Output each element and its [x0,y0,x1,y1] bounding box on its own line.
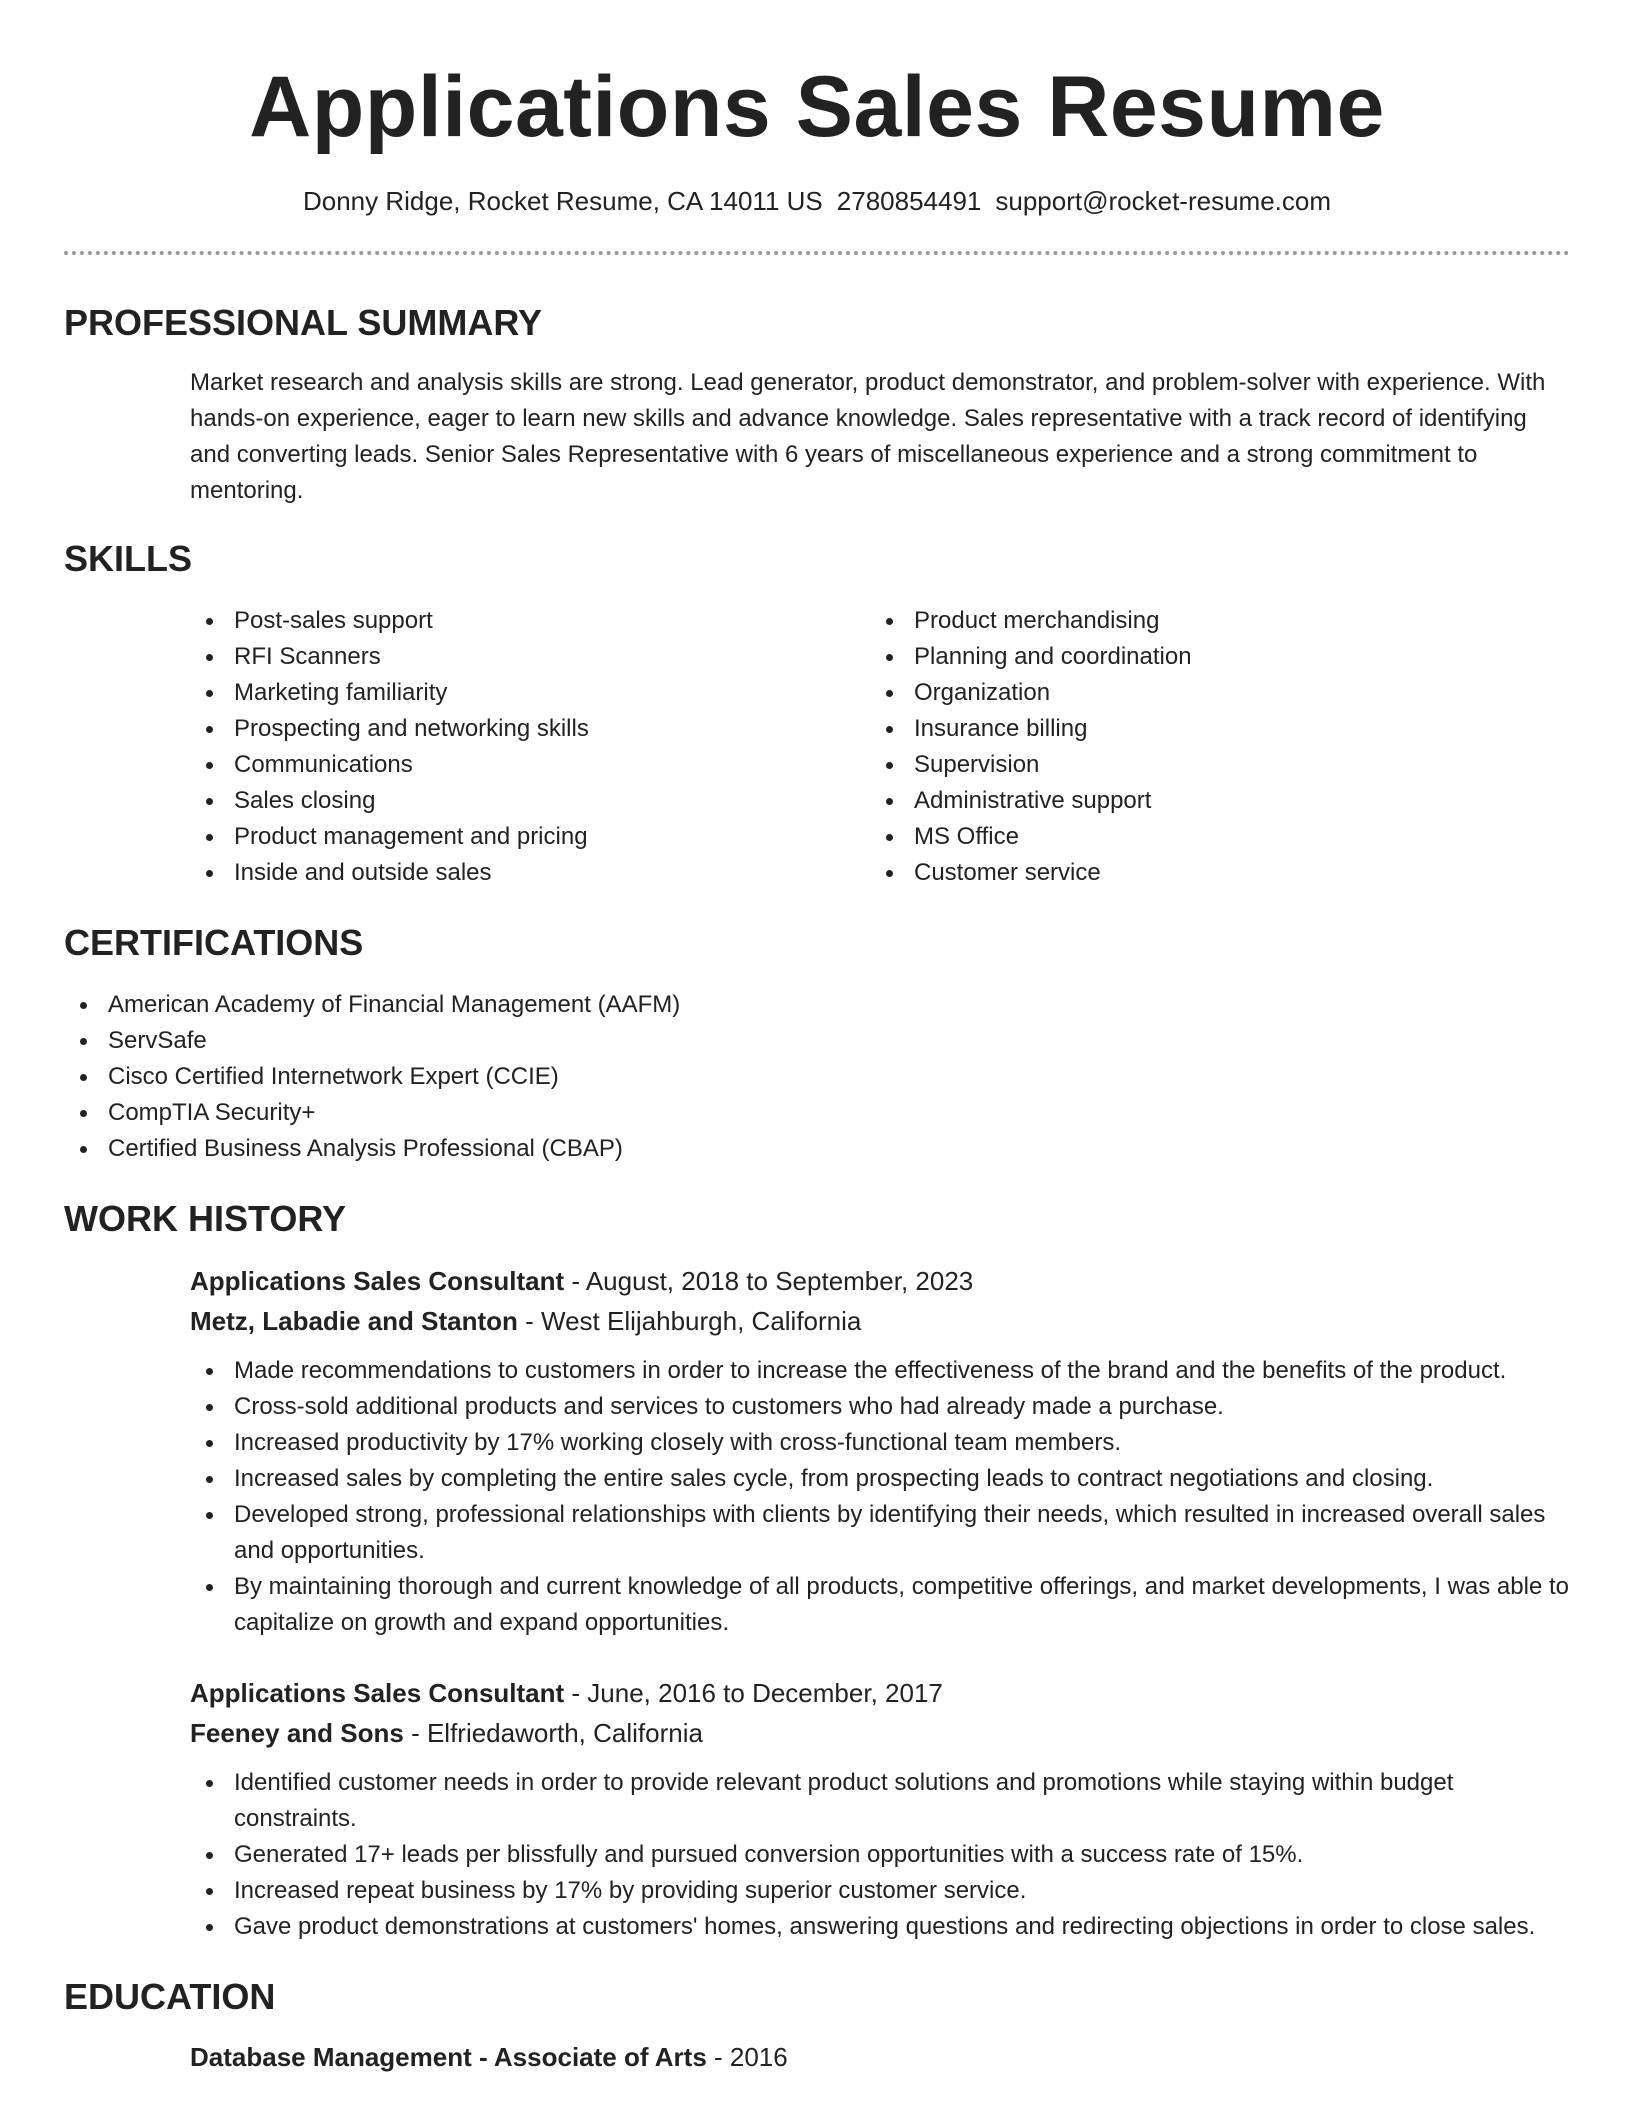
job-bullets [190,1765,1570,1945]
summary-heading: PROFESSIONAL SUMMARY [64,302,543,343]
job-entry [190,1261,1570,1641]
education-year: - 2016 [706,2042,788,2072]
education-heading: EDUCATION [64,1976,276,2017]
work-history-heading: WORK HISTORY [64,1198,347,1239]
job-entry [190,1673,1570,1945]
job-bullet: Made recommendations to customers in order to increase the effectiveness of the brand and the benefits of the product. [190,1353,1570,1389]
job-company-line [190,1713,1570,1753]
skill-item: MS Office [870,819,1550,855]
education-degree: Database Management - Associate of Arts [190,2042,707,2072]
job-company-line [190,1301,1570,1341]
skill-item: RFI Scanners [190,639,870,675]
skill-item: Customer service [870,855,1550,891]
skill-item: Administrative support [870,783,1550,819]
job-location: - West Elijahburgh, California [517,1306,862,1336]
job-company: Metz, Labadie and Stanton [190,1306,518,1336]
skill-item: Sales closing [190,783,870,819]
skill-item: Organization [870,675,1550,711]
job-title: Applications Sales Consultant [190,1678,565,1708]
job-bullet: Increased repeat business by 17% by providing superior customer service. [190,1873,1570,1909]
resume-page [64,0,1570,2077]
education-entry [190,2037,1570,2077]
job-bullet: Cross-sold additional products and services to customers who had already made a purchase. [190,1389,1570,1425]
certification-item: ServSafe [64,1023,1570,1059]
job-title-line [190,1673,1570,1713]
job-location: - Elfriedaworth, California [403,1718,703,1748]
job-bullet: Developed strong, professional relationships with clients by identifying their needs, which resulted in increased overall sales and opportunities. [190,1497,1570,1569]
skill-item: Inside and outside sales [190,855,870,891]
job-bullet: Identified customer needs in order to provide relevant product solutions and promotions while staying within budget constraints. [190,1765,1570,1837]
skill-item: Product management and pricing [190,819,870,855]
skill-item: Marketing familiarity [190,675,870,711]
resume-title: Applications Sales Resume [249,59,1385,155]
skill-item: Prospecting and networking skills [190,711,870,747]
skill-item: Insurance billing [870,711,1550,747]
job-dates: - June, 2016 to December, 2017 [564,1678,943,1708]
summary-text: Market research and analysis skills are strong. Lead generator, product demonstrator, and problem-solver with experience. With hands-on experience, eager to learn new skills and advance knowledge. Sales representative with a track record of identifying and converting leads. Senior Sales Representative with 6 years of miscellaneous experience and a strong commitment to mentoring. [190,369,1546,504]
certification-item: Cisco Certified Internetwork Expert (CCIE) [64,1059,1570,1095]
job-bullets [190,1353,1570,1641]
job-bullet: Gave product demonstrations at customers' homes, answering questions and redirecting objections in order to close sales. [190,1909,1570,1945]
job-bullet: Increased productivity by 17% working closely with cross-functional team members. [190,1425,1570,1461]
header-divider [64,251,1570,255]
skills-right-column [870,603,1550,891]
certification-item: American Academy of Financial Management (AAFM) [64,987,1570,1023]
skill-item: Planning and coordination [870,639,1550,675]
job-title: Applications Sales Consultant [190,1266,565,1296]
skills-heading: SKILLS [64,538,193,579]
contact-email: support@rocket-resume.com [995,186,1332,216]
job-title-line [190,1261,1570,1301]
certifications-list [64,987,1570,1167]
contact-address: Donny Ridge, Rocket Resume, CA 14011 US [302,186,823,216]
skills-list [190,603,1570,891]
skill-item: Communications [190,747,870,783]
certifications-heading: CERTIFICATIONS [64,922,364,963]
skill-item: Post-sales support [190,603,870,639]
job-company: Feeney and Sons [190,1718,404,1748]
job-dates: - August, 2018 to September, 2023 [564,1266,974,1296]
skill-item: Supervision [870,747,1550,783]
job-bullet: Generated 17+ leads per blissfully and pursued conversion opportunities with a success rate of 15%. [190,1837,1570,1873]
job-bullet: By maintaining thorough and current knowledge of all products, competitive offerings, and market developments, I was able to capitalize on growth and expand opportunities. [190,1569,1570,1641]
contact-phone: 2780854491 [836,186,982,216]
job-bullet: Increased sales by completing the entire sales cycle, from prospecting leads to contract negotiations and closing. [190,1461,1570,1497]
skill-item: Product merchandising [870,603,1550,639]
certification-item: Certified Business Analysis Professional (CBAP) [64,1131,1570,1167]
contact-line [64,186,1570,217]
skills-left-column [190,603,870,891]
certification-item: CompTIA Security+ [64,1095,1570,1131]
